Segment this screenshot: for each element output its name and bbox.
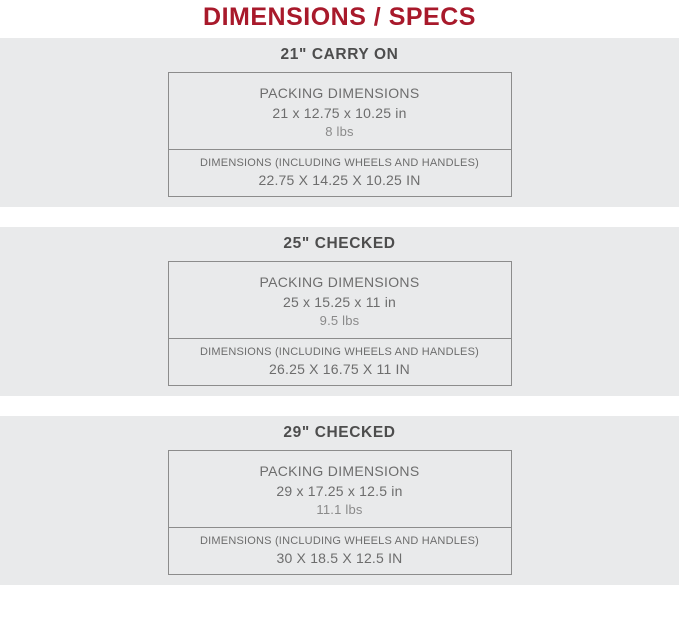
overall-dimensions-block bbox=[169, 528, 511, 574]
section-title: 25" CHECKED bbox=[283, 235, 396, 252]
packing-dimensions-label: PACKING DIMENSIONS bbox=[259, 463, 420, 479]
page-title: DIMENSIONS / SPECS bbox=[203, 3, 476, 31]
spec-box bbox=[168, 450, 512, 575]
weight-value: 11.1 lbs bbox=[316, 502, 363, 517]
overall-dimensions-value: 26.25 X 16.75 X 11 IN bbox=[269, 361, 410, 377]
spec-box bbox=[168, 72, 512, 197]
packing-dimensions-value: 29 x 17.25 x 12.5 in bbox=[276, 483, 403, 499]
packing-dimensions-block bbox=[169, 262, 511, 338]
packing-dimensions-block bbox=[169, 73, 511, 149]
overall-dimensions-value: 22.75 X 14.25 X 10.25 IN bbox=[258, 172, 421, 188]
section-title: 29" CHECKED bbox=[283, 424, 396, 441]
overall-dimensions-block bbox=[169, 150, 511, 196]
overall-dimensions-label: DIMENSIONS (INCLUDING WHEELS AND HANDLES) bbox=[200, 346, 479, 358]
overall-dimensions-value: 30 X 18.5 X 12.5 IN bbox=[276, 550, 403, 566]
spec-section-carry-on bbox=[0, 38, 679, 207]
spec-box bbox=[168, 261, 512, 386]
section-title: 21" CARRY ON bbox=[280, 46, 399, 63]
packing-dimensions-label: PACKING DIMENSIONS bbox=[259, 274, 420, 290]
weight-value: 9.5 lbs bbox=[319, 313, 360, 328]
packing-dimensions-label: PACKING DIMENSIONS bbox=[259, 85, 420, 101]
packing-dimensions-block bbox=[169, 451, 511, 527]
spec-section-29-checked bbox=[0, 416, 679, 585]
weight-value: 8 lbs bbox=[325, 124, 354, 139]
spec-section-25-checked bbox=[0, 227, 679, 396]
overall-dimensions-label: DIMENSIONS (INCLUDING WHEELS AND HANDLES) bbox=[200, 157, 479, 169]
overall-dimensions-block bbox=[169, 339, 511, 385]
packing-dimensions-value: 25 x 15.25 x 11 in bbox=[282, 294, 397, 310]
overall-dimensions-label: DIMENSIONS (INCLUDING WHEELS AND HANDLES) bbox=[200, 535, 479, 547]
packing-dimensions-value: 21 x 12.75 x 10.25 in bbox=[272, 105, 407, 121]
